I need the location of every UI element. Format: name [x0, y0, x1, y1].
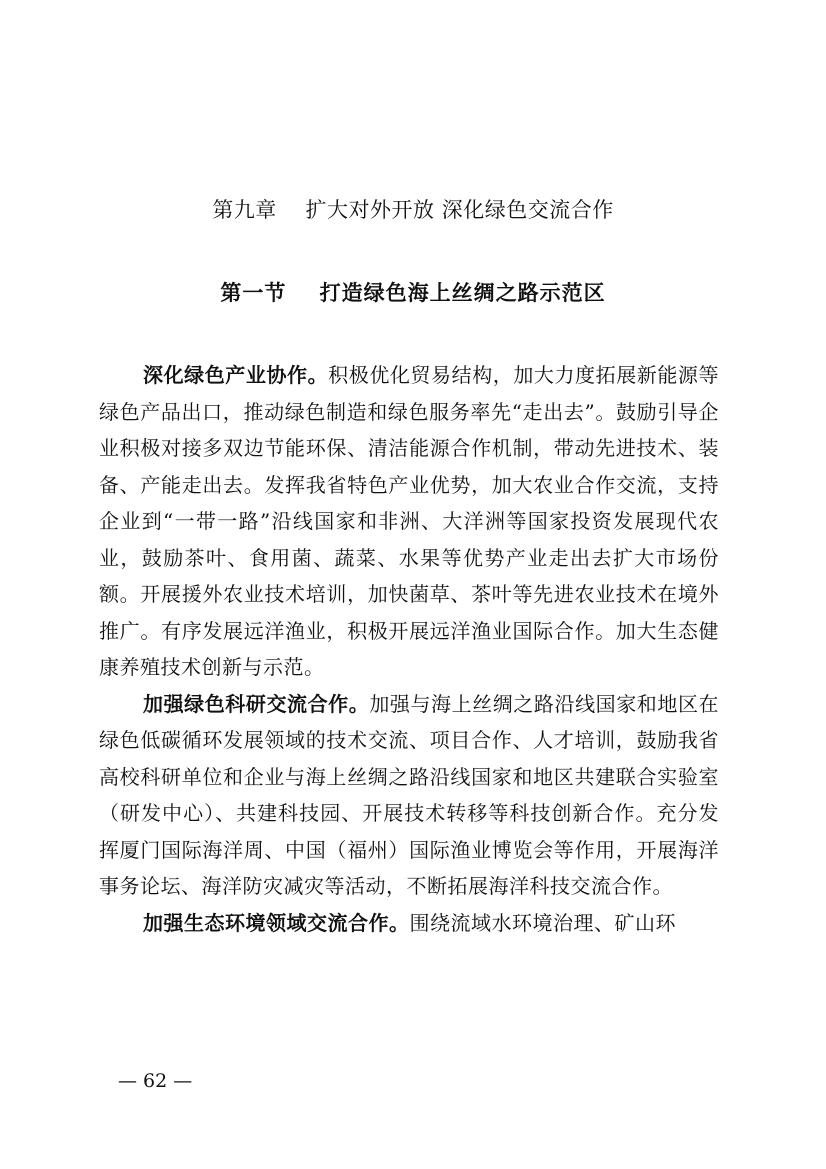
- page-number: — 62 —: [118, 1070, 193, 1092]
- body-text: [99, 357, 719, 941]
- paragraph-text: 加强与海上丝绸之路沿线国家和地区在绿色低碳循环发展领域的技术交流、项目合作、人才培训，鼓励我省高校科研单位和企业与海上丝绸之路沿线国家和地区共建联合实验室（研发中心）、共建科技园、开展技术转移等科技创新合作。充分发挥厦门国际海洋周、中国（福州）国际渔业博览会等作用，开展海洋事务论坛、海洋防灾减灾等活动，不断拓展海洋科技交流合作。: [99, 691, 720, 898]
- paragraph-green-industry: [99, 357, 719, 686]
- section-title: 第一节 打造绿色海上丝绸之路示范区: [220, 280, 606, 305]
- chapter-title: 第九章 扩大对外开放 深化绿色交流合作: [212, 198, 614, 222]
- paragraph-lead: 深化绿色产业协作。: [143, 363, 329, 387]
- paragraph-green-research: [99, 686, 719, 905]
- paragraph-lead: 加强绿色科研交流合作。: [143, 691, 370, 716]
- paragraph-lead: 加强生态环境领域交流合作。: [143, 910, 410, 935]
- paragraph-text: 围绕流域水环境治理、矿山环: [409, 910, 676, 935]
- paragraph-text: 积极优化贸易结构，加大力度拓展新能源等绿色产品出口，推动绿色制造和绿色服务率先“走出去”。鼓励引导企业积极对接多双边节能环保、清洁能源合作机制，带动先进技术、装备、产能走出去。发挥我省特色产业优势，加大农业合作交流，支持企业到“一带一路”沿线国家和非洲、大洋洲等国家投资发展现代农业，鼓励茶叶、食用菌、蔬菜、水果等优势产业走出去扩大市场份额。开展援外农业技术培训，加快菌草、茶叶等先进农业技术在境外推广。有序发展远洋渔业，积极开展远洋渔业国际合作。加大生态健康养殖技术创新与示范。: [99, 363, 720, 679]
- paragraph-eco-environment: [99, 905, 719, 942]
